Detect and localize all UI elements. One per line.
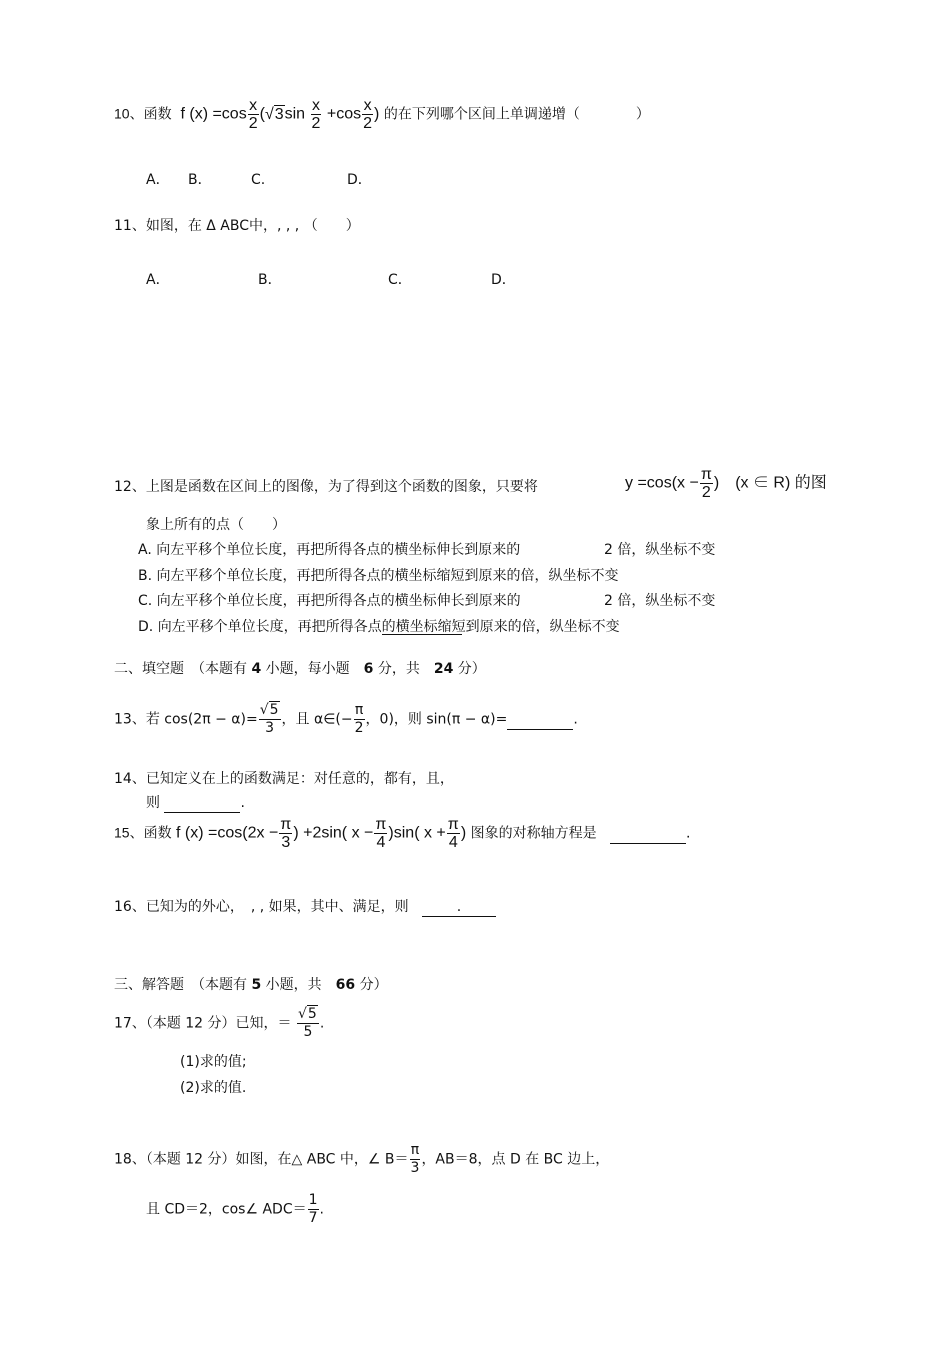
fraction: $\frac{√5}{5}$ [297, 1006, 317, 1040]
q11-option-d: D． [491, 272, 516, 288]
paren: ( [259, 105, 265, 123]
q12-option-c: C. 向左平移个单位长度，再把所得各点的横坐标伸长到原来的 [138, 593, 521, 609]
question-10 [114, 97, 650, 132]
q10-option-a: A． [146, 172, 170, 188]
question-17: 17、（本题 12 分）已知，＝ $\frac{√5}{5}$ . [114, 1006, 325, 1040]
fraction: $\frac{x}{2}$ [248, 97, 258, 132]
q12-option-a: A. 向左平移个单位长度，再把所得各点的横坐标伸长到原来的 [138, 542, 521, 558]
question-18: 18、（本题 12 分）如图，在△ ABC 中，∠ B＝ $\frac{\pi}{3}$ ，AB＝8，点 D 在 BC 边上， [114, 1142, 610, 1176]
question-18-line2: 且 CD＝2，cos∠ ADC＝ $\frac{1}{7}$ . [146, 1192, 324, 1226]
q10-option-b: B． [188, 172, 212, 188]
fraction: $\frac{x}{2}$ [311, 97, 321, 132]
q17-part-2: (2)求的值. [180, 1080, 247, 1096]
formula-part: f (x) =cos [180, 105, 247, 123]
question-label: 10、函数 [114, 105, 172, 122]
fraction: $\frac{1}{7}$ [308, 1192, 318, 1226]
q12-option-a-extra: 2 倍，纵坐标不变 [604, 542, 716, 558]
q11-option-c: C． [388, 272, 412, 288]
underline-mark [382, 634, 462, 635]
q12-formula: y =cos(x − $\frac{\pi}{2}$ ) (x ∈ R) 的图 [625, 466, 827, 501]
q10-option-d: D． [347, 172, 372, 188]
fraction: $\frac{x}{2}$ [363, 97, 373, 132]
fraction: $\frac{\pi}{4}$ [375, 816, 387, 851]
fraction: $\frac{\pi}{3}$ [410, 1142, 420, 1176]
fraction: $\frac{\pi}{4}$ [447, 816, 459, 851]
fraction: $\frac{\pi}{2}$ [700, 466, 712, 501]
q11-option-b: B． [258, 272, 282, 288]
section-2-heading: 二、填空题 （本题有 4 小题，每小题 6 分，共 24 分） [114, 661, 486, 677]
fraction: $\frac{\pi}{2}$ [354, 702, 364, 736]
answer-blank[interactable] [610, 825, 686, 844]
q12-option-d: D. 向左平移个单位长度，再把所得各点的横坐标缩短到原来的倍，纵坐标不变 [138, 619, 620, 635]
q12-option-c-extra: 2 倍，纵坐标不变 [604, 593, 716, 609]
question-13: 13、若 cos(2π − α)= $\frac{√5}{3}$ ，且 α∈(− $\frac{\pi}{2}$ ，0)，则 sin(π − α)= . [114, 702, 578, 736]
formula-part: sin [284, 105, 306, 123]
q12-option-b: B. 向左平移个单位长度，再把所得各点的横坐标缩短到原来的倍，纵坐标不变 [138, 568, 619, 584]
question-15: 15、函数 f (x) =cos(2x − $\frac{\pi}{3}$ ) +2sin( x − $\frac{\pi}{4}$ )sin( x + $\frac{\pi}{4}$ ) 图象的对称轴方程是 . [114, 816, 691, 851]
answer-blank[interactable]: . [422, 898, 496, 917]
fraction: $\frac{√5}{3}$ [259, 702, 279, 736]
q17-part-1: (1)求的值; [180, 1054, 247, 1070]
section-3-heading: 三、解答题 （本题有 5 小题，共 66 分） [114, 977, 388, 993]
q10-option-c: C. [251, 172, 266, 188]
question-12: 12、上图是函数在区间上的图像，为了得到这个函数的图象，只要将 [114, 479, 538, 495]
q12-line2: 象上所有的点（ ） [146, 517, 286, 533]
formula-part: +cos [326, 105, 362, 123]
fraction: $\frac{\pi}{3}$ [280, 816, 292, 851]
answer-blank[interactable] [164, 794, 240, 813]
question-text: 的在下列哪个区间上单调递增（ ） [383, 105, 650, 122]
paren: ) [374, 105, 380, 123]
answer-blank[interactable] [507, 711, 573, 730]
question-14-line2: 则 . [146, 795, 245, 811]
question-16: 16、已知为的外心， , , 如果，其中、满足，则 . [114, 898, 496, 917]
question-11: 11、如图，在 Δ ABC中，, , , （ ） [114, 218, 360, 234]
q11-option-a: A． [146, 272, 170, 288]
question-14: 14、已知定义在上的函数满足：对任意的，都有，且， [114, 771, 454, 787]
sqrt: √3 [264, 105, 284, 123]
